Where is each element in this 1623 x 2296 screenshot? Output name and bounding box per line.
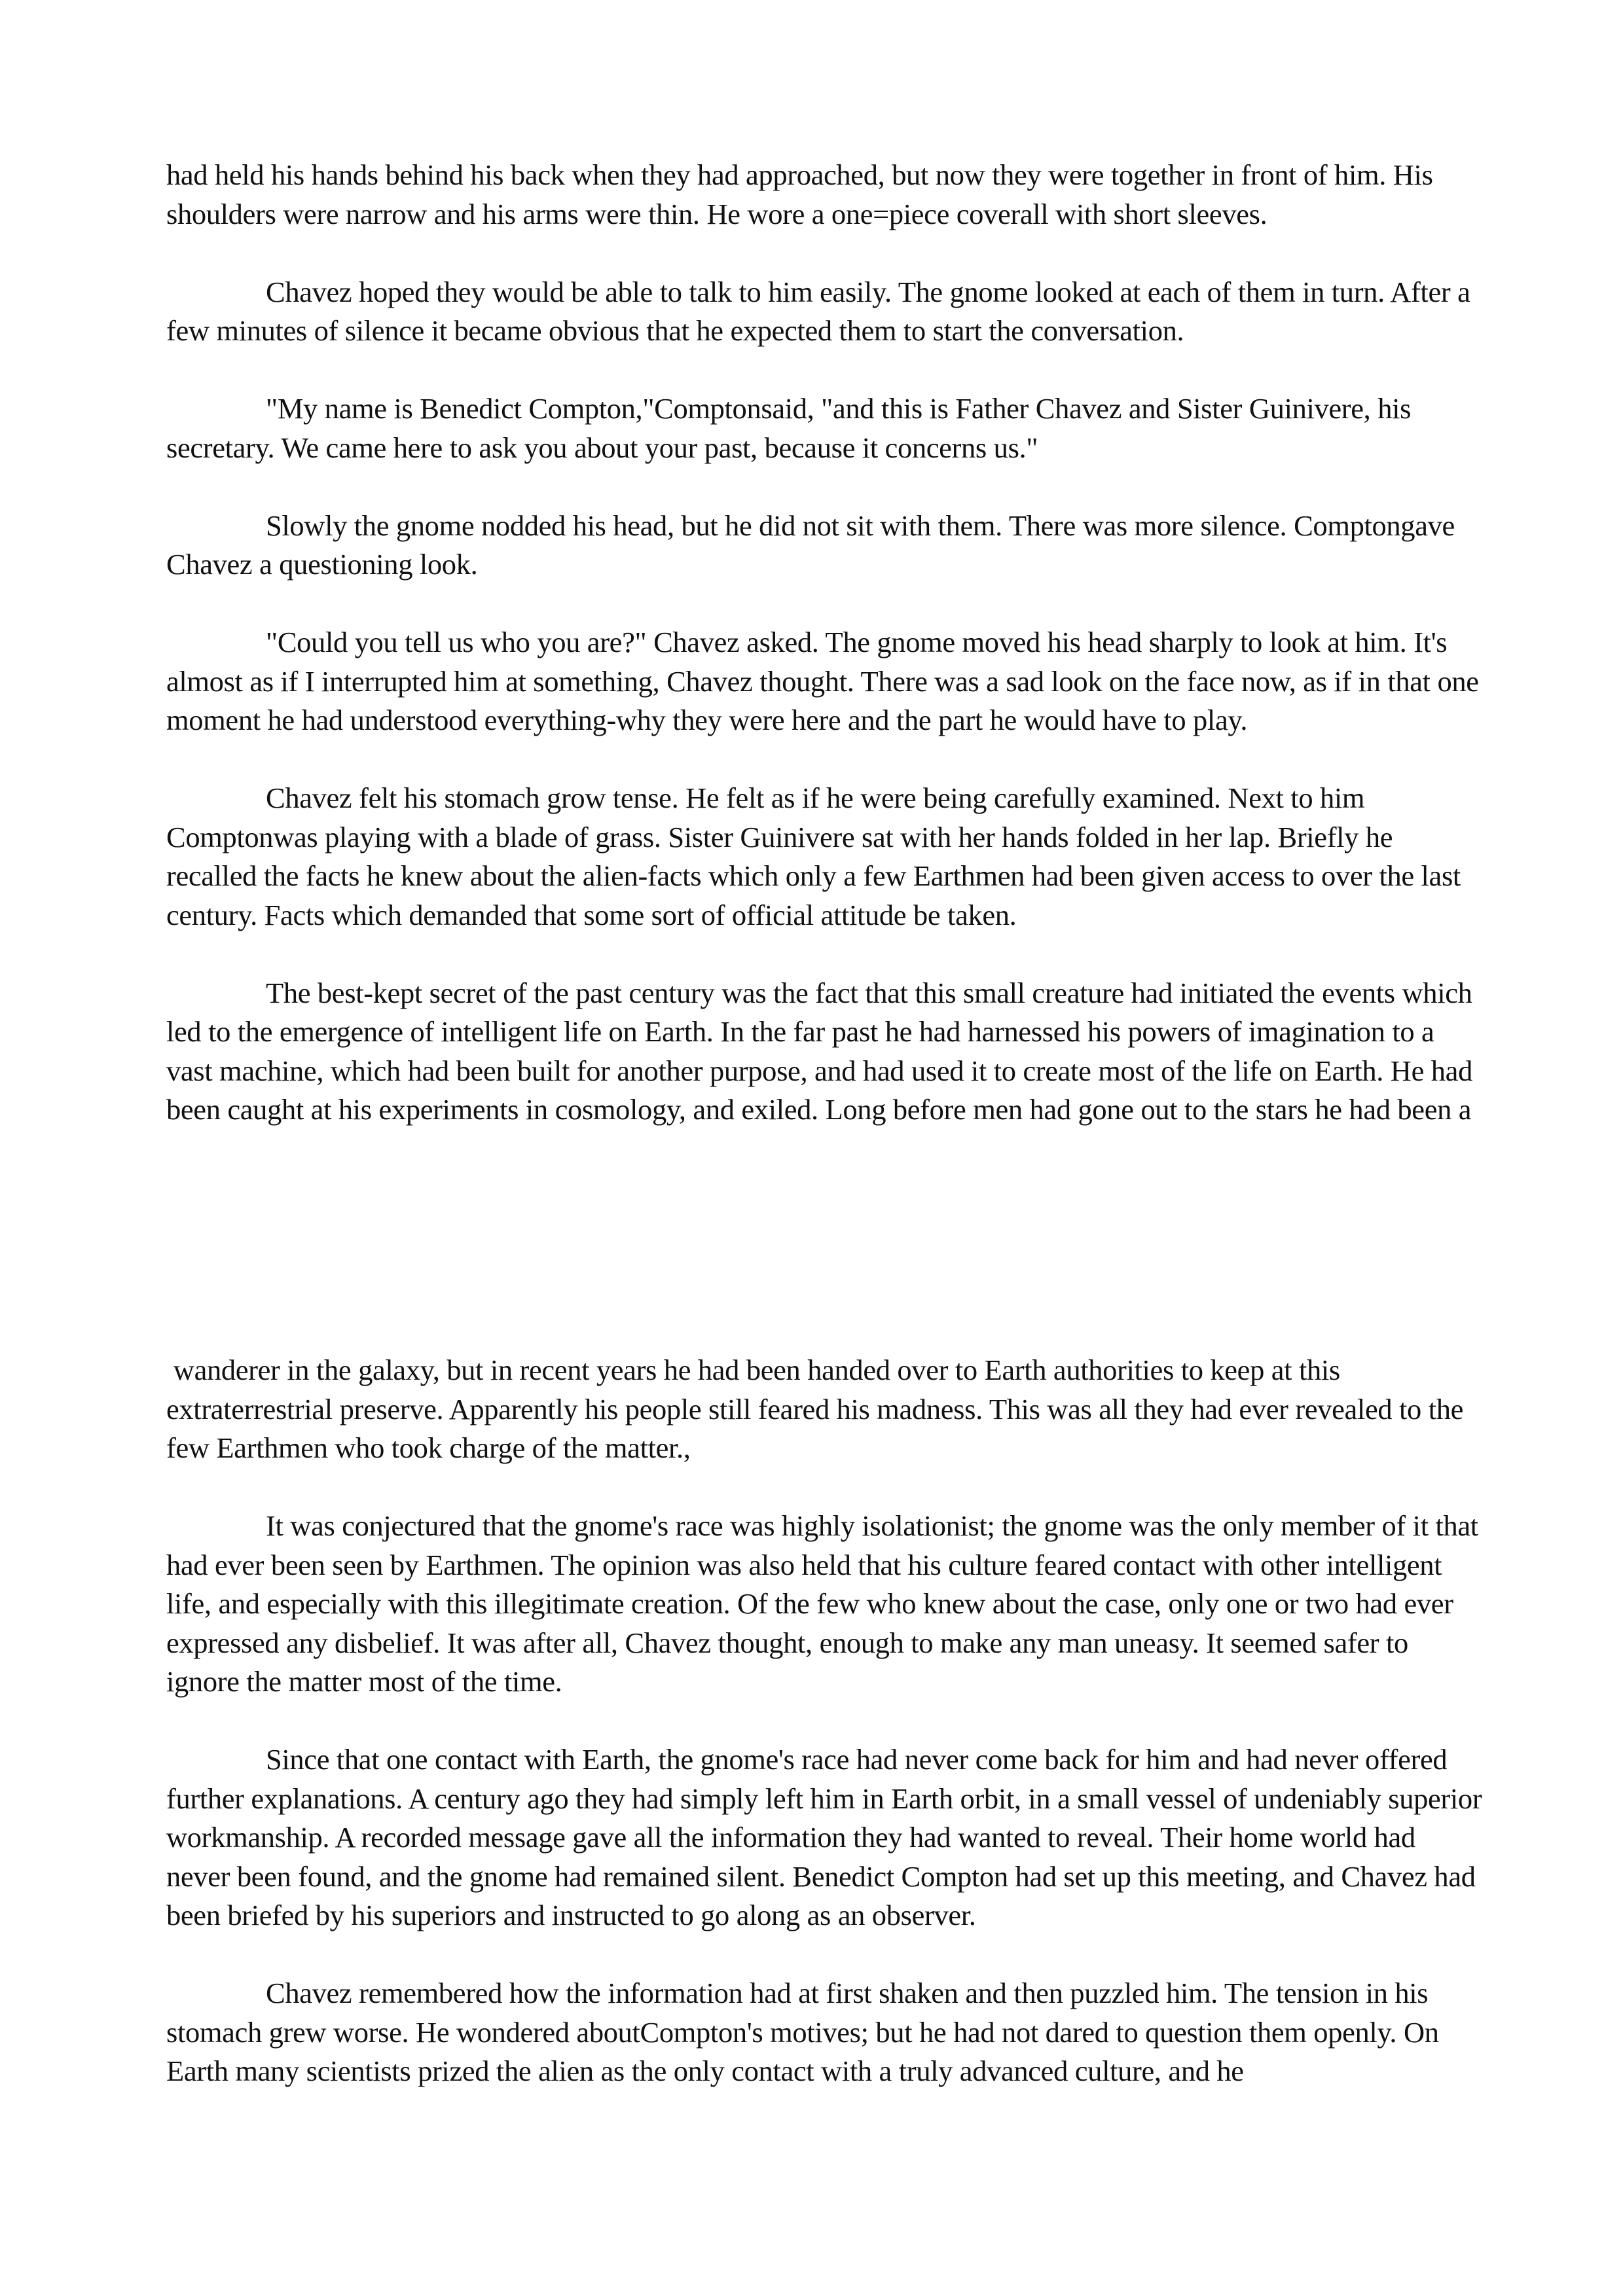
paragraph: Slowly the gnome nodded his head, but he did not sit with them. There was more silence. Comptongave Chavez a questioning look. [166, 509, 1455, 581]
paragraph: Chavez remembered how the information had at first shaken and then puzzled him. The tension in his stomach grew worse. He wondered aboutCompton's motives; but he had not dared to question them openly. On Earth many scientists prized the alien as the only contact with a truly advanced culture, and he [166, 1977, 1439, 2087]
paragraph: wanderer in the galaxy, but in recent years he had been handed over to Earth authorities to keep at this extraterrestrial preserve. Apparently his people still feared his madness. This was all they had ever revealed to the few Earthmen who took charge of the matter., [166, 1354, 1470, 1464]
paragraph: The best-kept secret of the past century was the fact that this small creature had initiated the events which led to the emergence of intelligent life on Earth. In the far past he had harnessed his powers of imagination to a vast machine, which had been built for another purpose, and had used it to create most of the life on Earth. He had been caught at his experiments in cosmology, and exiled. Long before men had gone out to the stars he had been a [166, 976, 1472, 1126]
paragraph: Chavez felt his stomach grow tense. He felt as if he were being carefully examined. Next to him Comptonwas playing with a blade of grass. Sister Guinivere sat with her hands folded in her lap. Briefly he recalled the facts he knew about the alien-facts which only a few Earthmen had been given access to over the last century. Facts which demanded that some sort of official attitude be taken. [166, 781, 1461, 931]
paragraph: had held his hands behind his back when they had approached, but now they were together in front of him. His shoulders were narrow and his arms were thin. He wore a one=piece coverall with short sleeves. [166, 158, 1433, 230]
paragraph: "Could you tell us who you are?" Chavez asked. The gnome moved his head sharply to look at him. It's almost as if I interrupted him at something, Chavez thought. There was a sad look on the face now, as if in that one moment he had understood everything-why they were here and the part he would have to play. [166, 626, 1479, 736]
text-block-bottom [166, 1351, 1482, 2130]
paragraph: "My name is Benedict Compton,"Comptonsaid, "and this is Father Chavez and Sister Guinivere, his secretary. We came here to ask you about your past, because it concerns us." [166, 392, 1412, 464]
paragraph: It was conjectured that the gnome's race was highly isolationist; the gnome was the only member of it that had ever been seen by Earthmen. The opinion was also held that his culture feared contact with other intelligent life, and especially with this illegitimate creation. Of the few who knew about the case, only one or two had ever expressed any disbelief. It was after all, Chavez thought, enough to make any man uneasy. It seemed safer to ignore the matter most of the time. [166, 1509, 1478, 1698]
paragraph: Since that one contact with Earth, the gnome's race had never come back for him and had never offered further explanations. A century ago they had simply left him in Earth orbit, in a small vessel of undeniably superior workmanship. A recorded message gave all the information they had wanted to reveal. Their home world had never been found, and the gnome had remained silent. Benedict Compton had set up this meeting, and Chavez had been briefed by his superiors and instructed to go along as an observer. [166, 1743, 1482, 1931]
text-block-top [166, 156, 1482, 1168]
paragraph: Chavez hoped they would be able to talk to him easily. The gnome looked at each of them in turn. After a few minutes of silence it became obvious that he expected them to start the conversation. [166, 275, 1470, 347]
